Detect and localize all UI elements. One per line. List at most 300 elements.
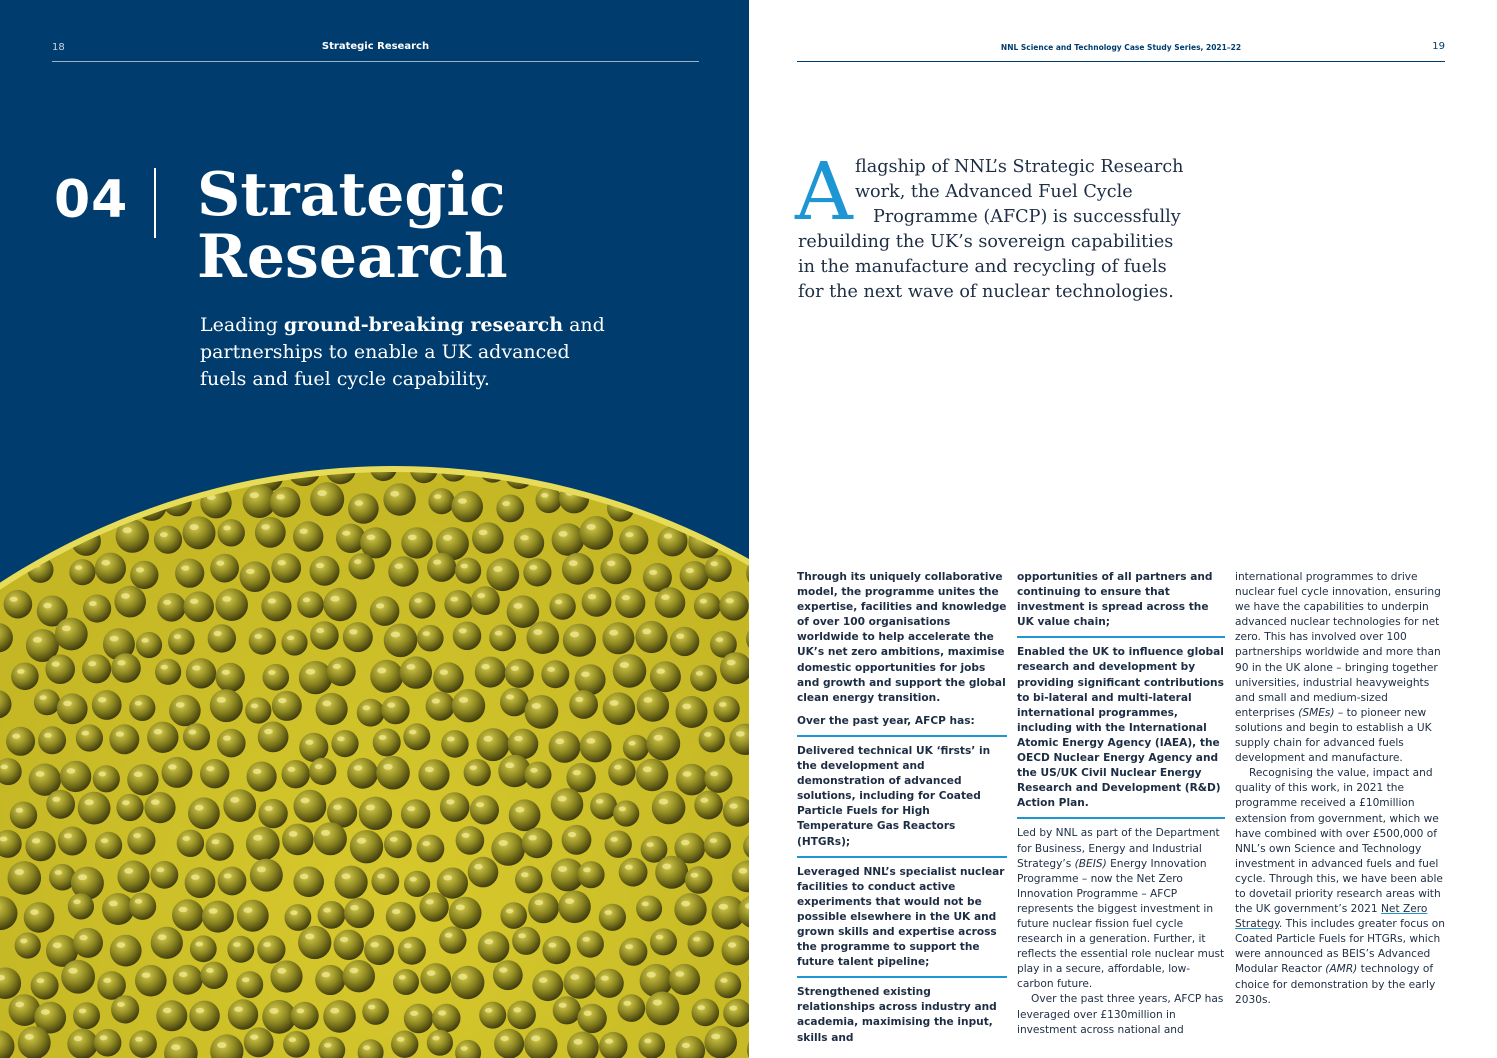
pellet-highlight <box>511 666 519 671</box>
pellet-highlight <box>539 977 548 983</box>
pellet-highlight <box>161 665 168 670</box>
fuel-pellet <box>23 493 50 520</box>
fuel-pellet <box>55 618 88 651</box>
pellet-highlight <box>330 596 339 602</box>
fuel-pellet <box>478 931 510 963</box>
pellet-highlight <box>404 943 412 948</box>
fuel-pellet <box>343 622 373 652</box>
fuel-pellet <box>401 799 430 828</box>
fuel-pellet <box>223 789 256 822</box>
fuel-pellet <box>8 861 42 895</box>
pellet-highlight <box>427 970 436 976</box>
pellet-highlight <box>529 565 537 570</box>
pellet-highlight <box>610 837 618 842</box>
pellet-highlight <box>719 904 728 910</box>
pellet-highlight <box>101 838 109 843</box>
fuel-pellet <box>523 558 551 586</box>
fuel-pellet <box>293 521 323 551</box>
pellet-highlight <box>206 766 214 771</box>
body-paragraph: Over the past three years, AFCP has leveraged over £130million in investment across national and <box>1017 993 1224 1036</box>
fuel-pellet <box>95 553 126 584</box>
fuel-pellet <box>635 621 667 653</box>
pellet-highlight <box>625 532 633 537</box>
fuel-pellet <box>558 891 591 924</box>
fuel-pellet <box>549 593 575 619</box>
pellet-highlight <box>121 593 130 599</box>
pellet-highlight <box>446 461 454 466</box>
fuel-pellet <box>650 661 681 692</box>
pellet-highlight <box>390 491 399 497</box>
list-divider <box>797 976 1007 978</box>
pellet-highlight <box>44 733 52 738</box>
lead-line: Programme (AFCP) is successfully <box>873 207 1181 227</box>
pellet-highlight <box>565 898 574 904</box>
fuel-pellet <box>595 969 624 998</box>
list-lead-in: Over the past year, AFCP has: <box>797 714 975 727</box>
pellet-highlight <box>459 628 467 633</box>
pellet-highlight <box>511 468 519 473</box>
fuel-pellet <box>404 871 430 897</box>
page-number: 19 <box>1432 41 1445 52</box>
fuel-pellet <box>432 1004 460 1032</box>
pellet-highlight <box>513 603 522 609</box>
list-divider <box>1017 636 1225 638</box>
pellet-highlight <box>531 1035 540 1041</box>
pellet-highlight <box>25 1034 34 1040</box>
fuel-pellet <box>420 963 451 994</box>
pellet-highlight <box>506 909 513 914</box>
fuel-pellet <box>582 587 612 617</box>
fuel-pellet <box>15 932 41 958</box>
pellet-highlight <box>392 909 400 914</box>
pellet-highlight <box>555 738 564 744</box>
pellet-highlight <box>117 1002 125 1007</box>
pellet-highlight <box>141 638 148 643</box>
fuel-pellet <box>418 759 449 790</box>
fuel-pellet <box>97 971 126 1000</box>
pellet-highlight <box>662 864 671 870</box>
fuel-pellet <box>249 628 276 655</box>
fuel-pellet <box>528 893 559 924</box>
fuel-pellet <box>549 731 581 763</box>
pellet-highlight <box>222 596 231 602</box>
pellet-highlight <box>661 594 670 600</box>
pellet-highlight <box>728 942 736 947</box>
pellet-highlight <box>316 563 324 568</box>
pellet-highlight <box>438 1010 446 1015</box>
fuel-pellet <box>582 453 614 485</box>
pellet-highlight <box>190 599 199 604</box>
pellet-highlight <box>294 460 303 466</box>
fuel-pellet <box>343 960 375 992</box>
fuel-pellet <box>151 861 179 889</box>
pellet-highlight <box>123 527 132 533</box>
pellet-highlight <box>299 529 307 534</box>
pellet-highlight <box>530 768 538 773</box>
pellet-highlight <box>719 702 726 707</box>
pellet-highlight <box>33 637 42 643</box>
fuel-pellet <box>83 594 111 622</box>
fuel-pellet <box>619 938 647 966</box>
fuel-pellet <box>334 930 364 960</box>
pellet-highlight <box>122 800 130 805</box>
pellet-highlight <box>484 939 493 945</box>
pellet-highlight <box>462 833 470 838</box>
fuel-pellet <box>127 827 155 855</box>
fuel-pellet <box>603 692 636 725</box>
fuel-pellet <box>38 726 66 754</box>
fuel-pellet <box>384 830 412 858</box>
list-item: opportunities of all partners and continuing to ensure that investment is spread across the UK value chain; <box>1017 571 1213 629</box>
pellet-highlight <box>656 935 664 940</box>
fuel-pellet <box>694 593 721 620</box>
pellet-highlight <box>596 799 604 804</box>
fuel-pellet <box>293 867 324 898</box>
fuel-pellet <box>694 791 723 820</box>
pellet-highlight <box>726 529 734 534</box>
pellet-highlight <box>625 944 633 949</box>
pellet-highlight <box>416 462 424 467</box>
pellet-highlight <box>469 765 477 770</box>
fuel-pellet <box>493 960 523 990</box>
pellet-highlight <box>85 799 94 805</box>
pellet-highlight <box>305 740 313 745</box>
fuel-pellet <box>310 482 344 516</box>
fuel-pellet <box>600 553 631 584</box>
pellet-highlight <box>189 730 197 735</box>
fuel-pellet <box>73 1002 100 1029</box>
pellet-highlight <box>570 631 579 637</box>
pellet-highlight <box>316 628 324 633</box>
pellet-highlight <box>614 765 622 770</box>
fuel-pellet <box>216 663 245 692</box>
pellet-highlight <box>495 631 503 636</box>
pellet-highlight <box>485 1008 493 1013</box>
pellet-highlight <box>230 463 238 468</box>
fuel-pellet <box>347 758 378 789</box>
fuel-pellet <box>114 586 146 618</box>
pellet-highlight <box>43 603 52 609</box>
pellet-highlight <box>643 766 652 772</box>
pellet-highlight <box>98 697 106 702</box>
pellet-highlight <box>461 1046 468 1051</box>
chapter-title-line: Strategic <box>197 160 506 230</box>
fuel-pellet <box>147 722 178 753</box>
fuel-pellet <box>298 926 331 959</box>
pellet-highlight <box>179 972 187 977</box>
fuel-pellet <box>282 760 310 788</box>
pellet-highlight <box>649 570 657 575</box>
pellet-highlight <box>664 533 672 538</box>
fuel-pellet <box>439 926 466 953</box>
pellet-highlight <box>476 802 484 807</box>
pellet-highlight <box>458 498 467 504</box>
pellet-highlight <box>233 942 241 947</box>
pellet-highlight <box>333 805 341 810</box>
fuel-pellet <box>95 832 122 859</box>
fuel-pellet <box>240 561 271 592</box>
pellet-highlight <box>446 799 454 804</box>
fuel-pellet <box>669 964 700 995</box>
fuel-pellet <box>297 591 324 618</box>
pellet-highlight <box>191 874 200 880</box>
list-item: Strengthened existing relationships across industry and academia, maximising the input, skills and <box>797 986 997 1044</box>
fuel-pellet <box>562 825 592 855</box>
fuel-pellet <box>419 892 448 921</box>
pellet-highlight <box>264 729 273 735</box>
pellet-highlight <box>548 943 556 948</box>
pellet-highlight <box>691 873 699 878</box>
fuel-pellet <box>655 587 686 618</box>
pellet-highlight <box>100 1035 108 1040</box>
pellet-highlight <box>582 937 590 942</box>
net-zero-strategy-link[interactable]: Net Zero Strategy <box>1235 903 1428 931</box>
pellet-highlight <box>502 501 510 506</box>
pellet-highlight <box>68 968 77 974</box>
pellet-highlight <box>506 694 514 699</box>
fuel-pellet <box>162 757 193 788</box>
fuel-pellet <box>602 622 634 654</box>
fuel-pellet <box>636 896 662 922</box>
pellet-highlight <box>697 1005 705 1010</box>
fuel-pellet <box>135 965 167 997</box>
fuel-pellet <box>623 735 649 761</box>
pellet-highlight <box>367 535 376 541</box>
lead-line: rebuilding the UK’s sovereign capabilities <box>798 232 1174 252</box>
pellet-highlight <box>263 942 271 947</box>
pellet-highlight <box>17 669 25 674</box>
pellet-highlight <box>558 462 566 467</box>
pellet-highlight <box>136 567 144 572</box>
fuel-pellet <box>183 591 214 622</box>
fuel-pellet <box>112 451 144 483</box>
list-item: Enabled the UK to influence global research and development by providing significant contributions to bi-lateral and multi-lateral international programmes, including with the International Atomic Energy Agency (IAEA), the OECD Nuclear Energy Agency and the US/UK Civil Nuclear Energy Research and Development (R&D) Action Plan. <box>1017 646 1224 810</box>
pellet-highlight <box>20 939 27 944</box>
fuel-pellet <box>315 965 345 995</box>
pellet-highlight <box>710 838 718 843</box>
fuel-pellet <box>58 827 87 856</box>
fuel-pellet <box>344 898 374 928</box>
fuel-pellet <box>370 660 403 693</box>
fuel-pellet <box>479 1002 506 1029</box>
fuel-pellet <box>637 689 669 721</box>
fuel-pellet <box>152 450 182 480</box>
fuel-pellet <box>464 759 491 786</box>
list-divider <box>797 735 1007 737</box>
pellet-highlight <box>212 839 220 844</box>
pellet-highlight <box>222 670 230 675</box>
pellet-highlight <box>387 703 395 708</box>
fuel-pellet <box>514 528 544 558</box>
fuel-pellet <box>156 1000 187 1031</box>
pellet-highlight <box>659 799 668 805</box>
fuel-pellet <box>25 831 55 861</box>
fuel-pellet <box>78 792 111 825</box>
pellet-highlight <box>704 732 711 737</box>
pellet-highlight <box>179 907 188 913</box>
fuel-pellet <box>692 999 720 1027</box>
pellet-highlight <box>216 561 224 566</box>
fuel-pellet <box>348 493 379 524</box>
fuel-pellet <box>652 791 686 825</box>
fuel-pellet <box>294 790 327 823</box>
pellet-highlight <box>277 968 286 974</box>
fuel-pellet <box>428 488 454 514</box>
pellet-highlight <box>10 597 18 602</box>
fuel-pellet <box>455 558 481 584</box>
pellet-highlight <box>303 598 310 603</box>
pellet-highlight <box>586 738 595 744</box>
fuel-pellet <box>327 657 356 686</box>
pellet-highlight <box>370 942 378 947</box>
fuel-pellet <box>441 730 469 758</box>
fuel-pellet <box>638 485 666 513</box>
pellet-highlight <box>62 625 71 631</box>
pellet-highlight <box>682 1043 690 1048</box>
pellet-highlight <box>432 698 440 703</box>
pellet-highlight <box>605 1039 613 1044</box>
pellet-highlight <box>474 864 483 870</box>
pellet-highlight <box>686 568 694 573</box>
drop-cap: A <box>795 145 853 238</box>
fuel-pellet <box>468 857 499 888</box>
fuel-pellet <box>704 1026 737 1058</box>
list-divider <box>797 856 1007 858</box>
pellet-highlight <box>103 978 111 983</box>
pellet-highlight <box>297 1008 305 1013</box>
pellet-highlight <box>14 525 22 530</box>
pellet-highlight <box>584 1011 592 1016</box>
pellet-highlight <box>171 1044 180 1050</box>
pellet-highlight <box>440 669 449 675</box>
fuel-pellet <box>310 621 339 650</box>
pellet-highlight <box>535 900 544 906</box>
pellet-highlight <box>159 457 167 462</box>
pellet-highlight <box>257 866 266 872</box>
fuel-pellet <box>650 928 677 955</box>
fuel-pellet <box>577 861 604 888</box>
fuel-pellet <box>451 491 483 523</box>
fuel-pellet <box>362 998 389 1025</box>
pellet-highlight <box>363 1045 370 1050</box>
pellet-highlight <box>622 595 630 600</box>
fuel-pellet <box>577 931 604 958</box>
pellet-highlight <box>154 729 163 735</box>
pellet-highlight <box>190 524 199 530</box>
fuel-pellet <box>553 996 581 1024</box>
pellet-highlight <box>390 837 398 842</box>
pellet-highlight <box>409 730 417 735</box>
pellet-highlight <box>349 629 357 634</box>
fuel-pellet <box>527 621 560 654</box>
fuel-pellet <box>82 654 111 683</box>
pellet-highlight <box>306 669 315 675</box>
pellet-highlight <box>532 703 541 709</box>
fuel-pellet <box>670 627 699 656</box>
body-text-emphasis: (SMEs) <box>1298 706 1335 719</box>
fuel-pellet <box>270 960 302 992</box>
fuel-pellet <box>215 588 248 621</box>
fuel-pellet <box>331 730 358 757</box>
fuel-pellet <box>129 893 156 920</box>
pellet-highlight <box>458 974 467 980</box>
fuel-pellet <box>608 758 635 785</box>
pellet-highlight <box>110 636 119 642</box>
fuel-pellet <box>200 759 229 788</box>
fuel-pellet <box>579 516 613 550</box>
fuel-pellet <box>673 484 702 513</box>
pellet-highlight <box>450 597 458 602</box>
fuel-pellet <box>563 624 596 657</box>
pellet-highlight <box>63 701 72 707</box>
fuel-pellet <box>218 519 245 546</box>
pellet-highlight <box>558 866 567 872</box>
pellet-highlight <box>196 1008 205 1014</box>
fuel-pellet <box>494 1029 524 1058</box>
pellet-highlight <box>181 566 189 571</box>
pellet-highlight <box>583 867 591 872</box>
pellet-highlight <box>586 524 595 530</box>
pellet-highlight <box>63 498 72 504</box>
fuel-pellet <box>299 661 332 694</box>
fuel-pellet <box>72 459 103 490</box>
pellet-highlight <box>425 767 434 773</box>
fuel-pellet <box>680 561 709 590</box>
fuel-pellet <box>699 726 725 752</box>
chapter-title-line: Research <box>197 222 508 292</box>
pellet-highlight <box>675 971 684 977</box>
lead-line: work, the Advanced Fuel Cycle <box>855 182 1133 202</box>
pellet-highlight <box>224 873 232 878</box>
pellet-highlight <box>342 873 351 879</box>
body-text: international programmes to drive nuclear fuel cycle innovation, ensuring we have the capabilities to underpin advanced nuclear technologies for net zero. This has involved over 100 partnerships worldwide and more than 90 in the UK alone – bringing together universities, industrial heavyweights and small and medium-sized enterprises <box>1235 571 1441 719</box>
fuel-pellet <box>350 830 383 863</box>
fuel-pellet <box>257 935 285 963</box>
pellet-highlight <box>656 668 665 674</box>
fuel-pellet <box>613 800 639 826</box>
fuel-pellet <box>169 695 201 727</box>
pellet-highlight <box>55 870 62 875</box>
pellet-highlight <box>289 1037 296 1042</box>
pellet-highlight <box>433 560 441 565</box>
fuel-pellet <box>404 1004 433 1033</box>
fuel-pellet <box>285 904 312 931</box>
pellet-highlight <box>265 806 273 811</box>
pellet-highlight <box>644 491 652 496</box>
fuel-pellet <box>348 553 374 579</box>
pellet-highlight <box>727 660 736 666</box>
fuel-pellet <box>615 588 645 618</box>
pellet-highlight <box>443 535 452 541</box>
pellet-highlight <box>461 564 468 569</box>
fuel-pellet <box>532 970 563 1001</box>
fuel-pellet <box>605 831 632 858</box>
fuel-pellet <box>371 867 399 895</box>
fuel-pellet <box>56 491 89 524</box>
pellet-highlight <box>354 765 363 771</box>
pellet-highlight <box>700 599 707 604</box>
fuel-pellet <box>491 832 525 866</box>
body-text-emphasis: (BEIS) <box>1074 857 1107 870</box>
pellet-highlight <box>520 535 529 540</box>
fuel-pellet <box>38 454 68 484</box>
fuel-pellet <box>733 453 749 483</box>
pellet-highlight <box>124 868 133 874</box>
pellet-highlight <box>45 461 53 466</box>
fuel-pellet <box>270 487 301 518</box>
pellet-highlight <box>0 765 8 770</box>
pellet-highlight <box>53 942 62 948</box>
